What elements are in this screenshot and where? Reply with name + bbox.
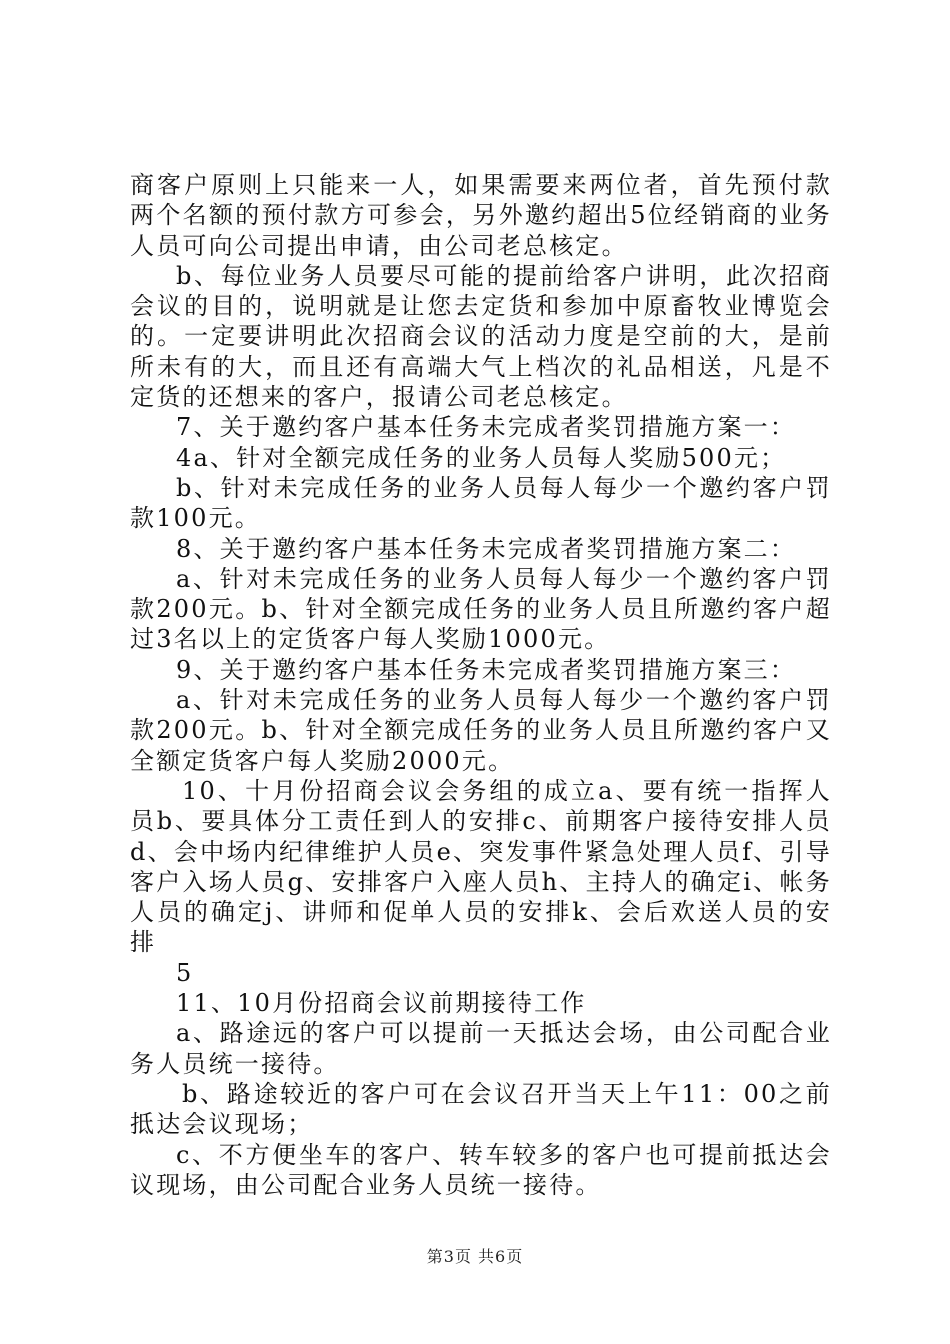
paragraph-heading-8: 8、关于邀约客户基本任务未完成者奖罚措施方案二： — [176, 534, 797, 563]
paragraph-heading-7: 7、关于邀约客户基本任务未完成者奖罚措施方案一： — [176, 413, 797, 442]
paragraph-stray-number: 5 — [176, 958, 194, 987]
paragraph-item-b-penalty-100: b、针对未完成任务的业务人员每人每少一个邀约客户罚款100元。 — [130, 473, 832, 533]
paragraph-item-c-transfer: c、不方便坐车的客户、转车较多的客户也可提前抵达会议现场，由公司配合业务人员统一接待。 — [130, 1140, 832, 1199]
paragraph-item-b-arrival: b、路途较近的客户可在会议召开当天上午11：00之前抵达会议现场； — [130, 1079, 832, 1139]
paragraph-continuation: 商客户原则上只能来一人，如果需要来两位者，首先预付款两个名额的预付款方可参会，另外邀约超出5位经销商的业务人员可向公司提出申请，由公司老总核定。 — [130, 171, 832, 260]
paragraph-item-a-plan-three: a、针对未完成任务的业务人员每人每少一个邀约客户罚款200元。b、针对全额完成任务的业务人员且所邀约客户又全额定货客户每人奖励2000元。 — [130, 686, 832, 775]
page-number-footer: 第3页 共6页 — [426, 1247, 524, 1266]
paragraph-item-a-plan-two: a、针对未完成任务的业务人员每人每少一个邀约客户罚款200元。b、针对全额完成任务的业务人员且所邀约客户超过3名以上的定货客户每人奖励1000元。 — [130, 564, 832, 654]
paragraph-item-4a: 4a、针对全额完成任务的业务人员每人奖励500元； — [176, 443, 787, 472]
paragraph-item-b-explain: b、每位业务人员要尽可能的提前给客户讲明，此次招商会议的目的，说明就是让您去定货和参加中原畜牧业博览会的。一定要讲明此次招商会议的活动力度是空前的大，是前所未有的大，而且还有高端大气上档次的礼品相送，凡是不定货的还想来的客户，报请公司老总核定。 — [130, 261, 832, 412]
paragraph-item-a-reception: a、路途远的客户可以提前一天抵达会场，由公司配合业务人员统一接待。 — [130, 1019, 832, 1078]
paragraph-heading-9: 9、关于邀约客户基本任务未完成者奖罚措施方案三： — [176, 655, 797, 684]
document-body — [130, 170, 832, 1200]
paragraph-heading-10: 10、十月份招商会议会务组的成立a、要有统一指挥人员b、要具体分工责任到人的安排c、前期客户接待安排人员d、会中场内纪律维护人员e、突发事件紧急处理人员f、引导客户入场人员g、安排客户入座人员h、主持人的确定i、帐务人员的确定j、讲师和促单人员的安排k、会后欢送人员的安排 — [130, 776, 832, 957]
paragraph-heading-11: 11、10月份招商会议前期接待工作 — [176, 989, 587, 1018]
